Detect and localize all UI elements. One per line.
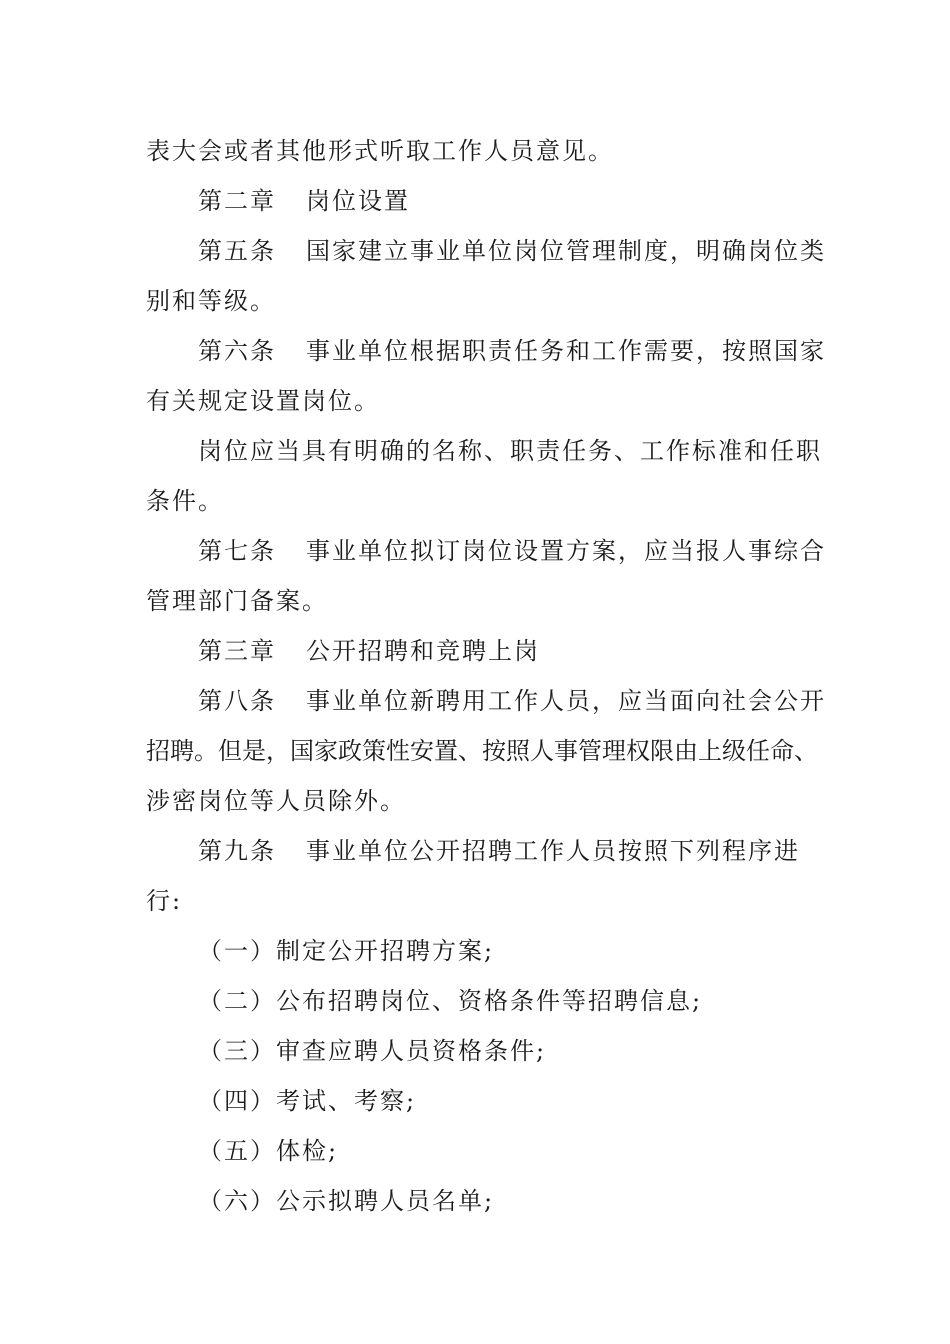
- list-item-5: （五）体检;: [198, 1137, 339, 1165]
- list-item-2: （二）公布招聘岗位、资格条件等招聘信息;: [198, 987, 703, 1015]
- text-line-1: 表大会或者其他形式听取工作人员意见。: [146, 137, 614, 165]
- article-8-line-2: 招聘。但是，国家政策性安置、按照人事管理权限由上级任命、: [146, 737, 818, 765]
- paragraph-line-2: 条件。: [146, 487, 224, 515]
- article-text: 国家建立事业单位岗位管理制度，明确岗位类: [306, 237, 826, 265]
- chapter-label: 第二章: [198, 187, 276, 215]
- article-9-line-2: 行:: [146, 887, 183, 915]
- list-item-6: （六）公示拟聘人员名单;: [198, 1187, 495, 1215]
- article-text: 事业单位公开招聘工作人员按照下列程序进: [306, 837, 800, 865]
- article-label: 第六条: [198, 337, 276, 365]
- chapter-heading-2: [146, 176, 810, 226]
- list-item-3: （三）审查应聘人员资格条件;: [198, 1037, 547, 1065]
- article-text: 事业单位新聘用工作人员，应当面向社会公开: [306, 687, 826, 715]
- chapter-title: 公开招聘和竞聘上岗: [306, 637, 540, 665]
- article-label: 第七条: [198, 537, 276, 565]
- list-item-4: （四）考试、考察;: [198, 1087, 417, 1115]
- article-label: 第五条: [198, 237, 276, 265]
- article-label: 第九条: [198, 837, 276, 865]
- article-8-line-3: 涉密岗位等人员除外。: [146, 787, 406, 815]
- chapter-heading-3: [146, 626, 810, 676]
- article-5-line-2: 别和等级。: [146, 287, 276, 315]
- paragraph-line-1: 岗位应当具有明确的名称、职责任务、工作标准和任职: [198, 437, 822, 465]
- document-body: [146, 126, 826, 1226]
- article-7-line-2: 管理部门备案。: [146, 587, 328, 615]
- chapter-title: 岗位设置: [306, 187, 410, 215]
- chapter-label: 第三章: [198, 637, 276, 665]
- article-9-line-1: [146, 826, 810, 876]
- list-item-1: （一）制定公开招聘方案;: [198, 937, 495, 965]
- article-8-line-1: [146, 676, 826, 726]
- article-6-line-1: [146, 326, 826, 376]
- article-text: 事业单位拟订岗位设置方案，应当报人事综合: [306, 537, 826, 565]
- article-text: 事业单位根据职责任务和工作需要，按照国家: [306, 337, 826, 365]
- article-label: 第八条: [198, 687, 276, 715]
- article-7-line-1: [146, 526, 826, 576]
- article-6-line-2: 有关规定设置岗位。: [146, 387, 380, 415]
- article-5-line-1: [146, 226, 826, 276]
